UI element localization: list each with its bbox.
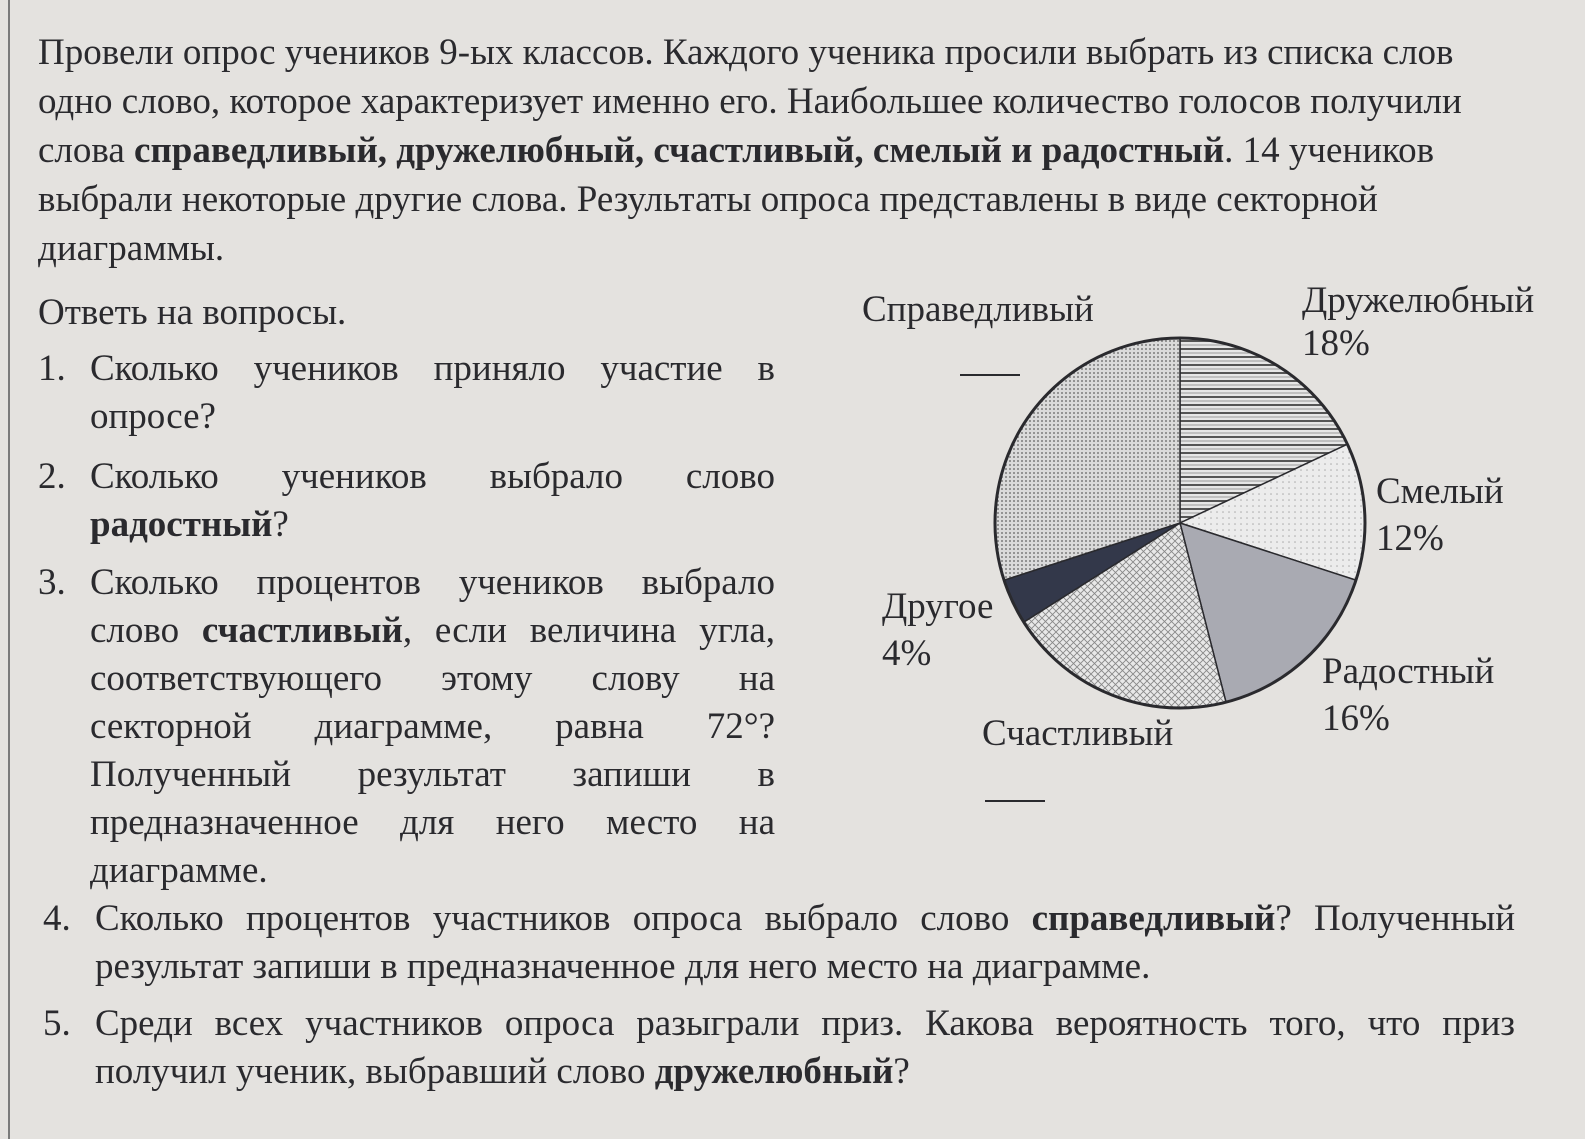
question-bold-word: радостный <box>90 504 273 545</box>
question-3 <box>38 559 775 895</box>
question-bold-word: дружелюбный <box>654 1051 894 1092</box>
intro-bold-words: справедливый, дружелюбный, счастливый, смелый и радостный <box>134 130 1225 171</box>
question-text-after: ? Полученный результат запиши в предназначенное для него место на диаграмме. <box>95 898 1515 987</box>
question-text: Сколько учеников выбрало слово <box>90 456 775 497</box>
question-bold-word: счастливый <box>201 610 403 651</box>
question-text: Сколько процентов участников опроса выбрало слово <box>95 898 1032 939</box>
question-4 <box>43 895 1515 991</box>
answer-blank-spravedlivyy[interactable] <box>960 374 1020 376</box>
label-spravedlivyy: Справедливый <box>862 289 1094 330</box>
label-druzhelyubnyy: Дружелюбный <box>1302 280 1535 321</box>
question-1 <box>38 345 775 441</box>
question-number: 3. <box>38 562 66 603</box>
question-bold-word: справедливый <box>1031 898 1276 939</box>
question-text-after: ? <box>272 504 289 545</box>
page-edge <box>8 0 10 1139</box>
label-radostnyy: Радостный <box>1322 651 1495 692</box>
question-number: 2. <box>38 456 66 497</box>
question-text-after: , если величина угла, соответствующего этому слову на секторной диаграмме, равна 72°? Полученный результат запиши в предназначенное для него место на диаграмме. <box>90 610 775 891</box>
question-text-after: ? <box>893 1051 910 1092</box>
question-2 <box>38 453 775 549</box>
question-text: Сколько процентов учеников выбрало слово <box>90 562 775 651</box>
intro-text <box>38 28 1528 273</box>
value-drugoe: 4% <box>882 633 932 674</box>
question-5 <box>43 1000 1515 1096</box>
question-number: 5. <box>43 1003 71 1044</box>
question-text: Среди всех участников опроса разыграли приз. Какова вероятность того, что приз получил ученик, выбравший слово <box>95 1003 1515 1092</box>
label-drugoe: Другое <box>882 586 994 627</box>
intro-part-2: . 14 учеников выбрали некоторые другие слова. Результаты опроса представлены в виде секторной диаграммы. <box>38 130 1435 269</box>
value-radostnyy: 16% <box>1322 698 1390 739</box>
question-number: 4. <box>43 898 71 939</box>
question-text: Сколько учеников приняло участие в опросе? <box>90 348 775 437</box>
label-smelyy: Смелый <box>1376 471 1504 512</box>
value-druzhelyubnyy: 18% <box>1302 323 1370 364</box>
prompt-heading: Ответь на вопросы. <box>38 292 347 333</box>
value-smelyy: 12% <box>1376 518 1444 559</box>
intro-part-1: Провели опрос учеников 9-ых классов. Каждого ученика просили выбрать из списка слов одно слово, которое характеризует именно его. Наибольшее количество голосов получили слова <box>38 32 1462 171</box>
answer-blank-schastlivyy[interactable] <box>985 800 1045 802</box>
label-schastlivyy: Счастливый <box>982 713 1174 754</box>
question-number: 1. <box>38 348 66 389</box>
